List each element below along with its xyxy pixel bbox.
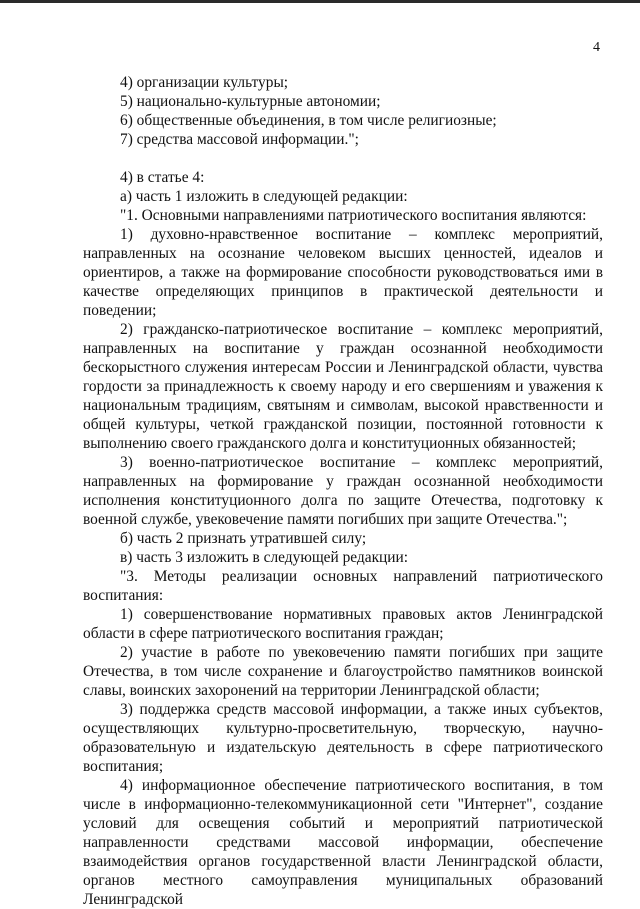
paragraph: "1. Основными направлениями патриотического воспитания являются: xyxy=(120,207,587,224)
paragraph: 1) совершенствование нормативных правовых актов Ленинградской области в сфере патриотического воспитания граждан; xyxy=(83,606,603,642)
paragraph: 4) организации культуры; xyxy=(120,74,289,91)
paragraph: 2) гражданско-патриотическое воспитание – комплекс мероприятий, направленных на воспитание у граждан осознанной необходимости бескорыстного служения интересам России и Ленинградской области, чувства гордости за принадлежность к своему народу и его свершениям и уважения к национальным традициям, святыням и символам, высокой нравственности и общей культуры, четкой гражданской позиции, постоянной готовности к выполнению своего гражданского долга и конституционных обязанностей; xyxy=(83,321,603,452)
page-top-border xyxy=(0,0,640,3)
paragraph: 2) участие в работе по увековечению памяти погибших при защите Отечества, в том числе сохранение и благоустройство памятников воинской славы, воинских захоронений на территории Ленинградской области; xyxy=(83,644,603,699)
paragraph-gap xyxy=(83,149,603,168)
paragraph: в) часть 3 изложить в следующей редакции: xyxy=(120,549,409,566)
page-number: 4 xyxy=(593,40,600,55)
paragraph: 4) информационное обеспечение патриотического воспитания, в том числе в информационно-телекоммуникационной сети "Интернет", создание условий для освещения событий и мероприятий патриотической направленности средствами массовой информации, обеспечение взаимодействия органов государственной власти Ленинградской области, органов местного самоуправления муниципальных образований Ленинградской xyxy=(83,777,603,908)
paragraph: б) часть 2 признать утратившей силу; xyxy=(120,530,367,547)
document-body xyxy=(83,73,603,909)
paragraph: 3) военно-патриотическое воспитание – комплекс мероприятий, направленных на формирование у граждан осознанной необходимости исполнения конституционного долга по защите Отечества, подготовку к военной службе, увековечение памяти погибших при защите Отечества."; xyxy=(83,454,603,528)
paragraph: а) часть 1 изложить в следующей редакции: xyxy=(120,188,408,205)
paragraph: "3. Методы реализации основных направлений патриотического воспитания: xyxy=(83,568,603,604)
paragraph: 3) поддержка средств массовой информации, а также иных субъектов, осуществляющих культурно-просветительную, творческую, научно-образовательную и издательскую деятельность в сфере патриотического воспитания; xyxy=(83,701,603,775)
paragraph: 5) национально-культурные автономии; xyxy=(120,93,381,110)
paragraph: 1) духовно-нравственное воспитание – комплекс мероприятий, направленных на осознание человеком высших ценностей, идеалов и ориентиров, а также на формирование способности руководствоваться ими в качестве определяющих принципов в практической деятельности и поведении; xyxy=(83,226,603,319)
paragraph: 4) в статье 4: xyxy=(120,169,205,186)
paragraph: 6) общественные объединения, в том числе религиозные; xyxy=(120,112,497,129)
paragraph: 7) средства массовой информации."; xyxy=(120,131,359,148)
